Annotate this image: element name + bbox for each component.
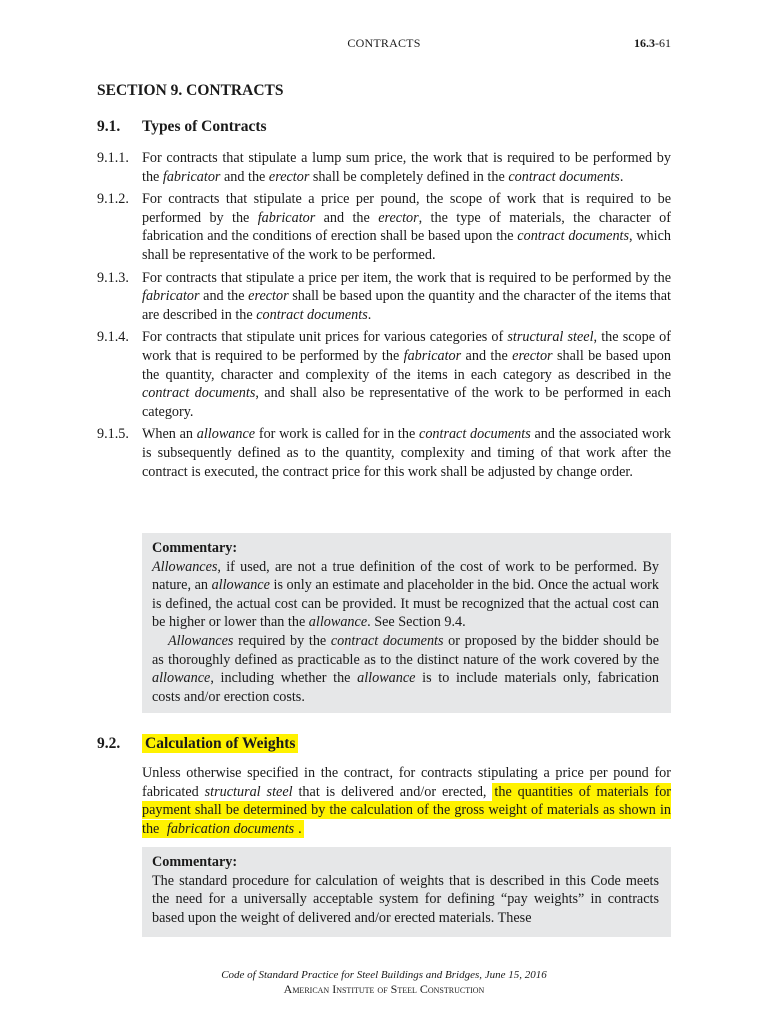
footer-publication bbox=[0, 968, 768, 982]
footer-publisher: American Institute of Steel Construction bbox=[283, 982, 485, 996]
clause-9-1-1 bbox=[97, 149, 671, 186]
subsection-9-2-heading bbox=[97, 735, 298, 753]
calculation-of-weights-paragraph: Unless otherwise specified in the contract, for contracts stipulating a price per pound for fabricated structural steel that is delivered and/or erected, the quantities of materials for payment shall be determined by the calculation of the gross weight of materials as shown in the fabrication documents . bbox=[142, 765, 672, 837]
clause-9-1-5 bbox=[97, 425, 671, 481]
page-number bbox=[634, 36, 671, 51]
clause-number: 9.1.3. bbox=[97, 269, 129, 286]
clause-number: 9.1.1. bbox=[97, 150, 129, 166]
section-title: SECTION 9. CONTRACTS bbox=[97, 82, 284, 99]
subsection-9-1-number: 9.1. bbox=[97, 118, 121, 135]
clause-text: For contracts that stipulate a price per pound, the scope of work that is required to be performed by the fabricator and the erector, the type of materials, the character of fabrication and the conditions of erection shall be based upon the contract documents, which shall be representative of the work to be performed. bbox=[142, 191, 671, 263]
clause-number: 9.1.5. bbox=[97, 426, 129, 443]
clause-text: For contracts that stipulate a price per item, the work that is required to be performed by the fabricator and the erector shall be based upon the quantity and the character of the items that are described in the contract documents. bbox=[142, 269, 671, 323]
commentary-label: Commentary: bbox=[152, 854, 238, 870]
clause-9-1-3 bbox=[97, 269, 671, 325]
commentary-paragraph: Allowances, if used, are not a true definition of the cost of work to be performed. By nature, an allowance is only an estimate and placeholder in the bid. Once the actual work is defined, the actual cost can be provided. It must be recognized that the actual cost can be higher or lower than the allowance. See Section 9.4. bbox=[152, 558, 659, 631]
page-number-chapter: 16.3 bbox=[634, 36, 655, 50]
commentary-box-allowances bbox=[142, 533, 671, 713]
clause-list bbox=[97, 149, 671, 485]
page-footer bbox=[0, 968, 768, 996]
clause-9-1-2 bbox=[97, 190, 671, 264]
commentary-paragraph: The standard procedure for calculation of weights that is described in this Code meets the need for a universally acceptable system for defining “pay weights” in contracts based upon the weight of delivered and/or erected materials. These bbox=[152, 872, 659, 926]
clause-text: For contracts that stipulate unit prices for various categories of structural steel, the scope of work that is required to be performed by the fabricator and the erector shall be based upon the quantity, character and complexity of the items in each category as described in the contract documents, and shall also be representative of the work to be performed in each category. bbox=[142, 329, 671, 420]
page-number-page: -61 bbox=[655, 36, 671, 50]
running-header bbox=[97, 36, 671, 52]
subsection-9-1-heading bbox=[97, 118, 267, 136]
clause-text: For contracts that stipulate a lump sum price, the work that is required to be performed by the fabricator and the erector shall be completely defined in the contract documents. bbox=[142, 150, 671, 185]
clause-number: 9.1.2. bbox=[97, 191, 129, 208]
subsection-9-2-title: Calculation of Weights bbox=[142, 734, 298, 753]
subsection-9-2-number: 9.2. bbox=[97, 735, 121, 752]
running-header-title: CONTRACTS bbox=[347, 36, 421, 50]
clause-9-1-4 bbox=[97, 328, 671, 421]
footer-publication-date: June 15, 2016 bbox=[482, 969, 547, 981]
footer-publication-title: Code of Standard Practice for Steel Buildings and Bridges, bbox=[221, 969, 483, 981]
clause-text: When an allowance for work is called for in the contract documents and the associated work is subsequently defined as to the quantity, complexity and timing of that work after the contract is executed, the contract price for this work shall be adjusted by change order. bbox=[142, 426, 671, 480]
subsection-9-1-title: Types of Contracts bbox=[142, 118, 267, 135]
commentary-box-weights bbox=[142, 847, 671, 937]
commentary-label: Commentary: bbox=[152, 540, 238, 556]
clause-number: 9.1.4. bbox=[97, 329, 129, 346]
commentary-paragraph: Allowances required by the contract documents or proposed by the bidder should be as thoroughly defined as practicable as to the distinct nature of the work covered by the allowance, including whether the allowance is to include materials only, fabrication costs and/or erection costs. bbox=[152, 632, 659, 705]
